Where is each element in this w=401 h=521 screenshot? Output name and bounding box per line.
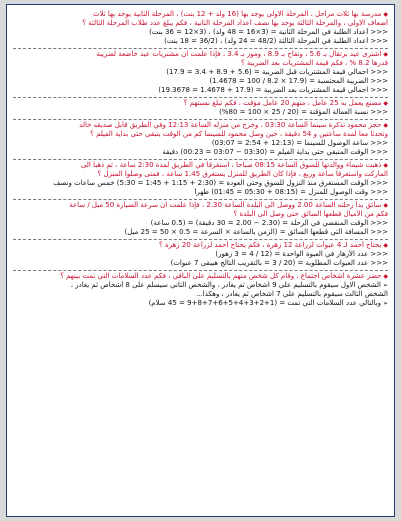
question-line: ◆ مدرسة بها ثلاث مراحل ، المرحلة الاولى يوجد بها (16 ولد + 12 بنت) ، المرحلة الثانية يوجد بها ثلاث — [13, 10, 388, 19]
answer-line: الشخص الثالث سيقوم بالتسليم على 7 اشخاص ثم يغادر ، وهكذا... — [196, 290, 388, 298]
answer-line: <<< أعداد الطلبة في المرحلة الثانية = (3×16 = 48 ولد) ، (3×12 = 36 بنت) — [149, 28, 388, 36]
answer-line: <<< اجمالي قيمة المشتريات بعد الضريبة = (17.9 + 1.4678 = 19.3678) — [158, 86, 388, 94]
answer-line: ➢ وبالتالي عدد السلامات التي تمت = (1+2+3+4+5+6+7+8+9 = 45 سلام) — [13, 299, 388, 308]
answer-line: <<< الوقت المستغرق منذ النزول للسوق وحتى العودة = (2:30 + 1:15 + 1:45 = 5:30) خمس ساعات ونصف — [53, 179, 388, 187]
problem-block — [13, 160, 388, 200]
problem-block — [13, 120, 388, 160]
question-line: فكم من الأميال قطعها السائق حتى وصل الى البلدة ؟ — [233, 210, 388, 218]
question-line: قدرها 8.2 % ، فكم قيمة المشتريات بعد الضريبة ؟ — [241, 59, 388, 67]
answer-line: <<< الضريبة المحتسبة = (17.9 × 8.2 / 100 = 1.4678) — [209, 77, 388, 85]
question-line: ◆ يحتاج أحمد لـ 4 عبوات لزراعة 12 زهرة ، فكم يحتاج أحمد لزراعة 20 زهرة ؟ — [13, 241, 388, 250]
question-line: الماركت واستغرقا ساعة وربع ، فإذا كان الطريق للمنزل يستغرق 1.45 ساعة ، فمتى وصلوا المنزل ؟ — [97, 170, 388, 178]
problem-block — [13, 9, 388, 49]
worksheet-page — [6, 4, 395, 517]
problem-block — [13, 200, 388, 240]
question-line: ◆ ذهبت شيماء ووالدتها للسوق الساعة 08:15 صباحا ، استغرقا في الطريق لمدة 2:30 ساعة ، ثم ذهبا الى — [13, 161, 388, 170]
question-line: ◆ حضر عشرة اشخاص اجتماع ، وقام كل شخص منهم بالتسليم على الباقي ، فكم عدد السلامات التي تمت بينهم ؟ — [13, 272, 388, 281]
answer-line: <<< الوقت المتبقي حتى بداية الفيلم = (03:30 − 03:07 = 00:23) دقيقة — [162, 148, 388, 156]
question-line: ◆ مصنع يعمل به 25 عامل ، منهم 20 عامل مؤقت ، فكم تبلغ نسبتهم ؟ — [13, 99, 388, 108]
answer-line: <<< أعداد الطلبة في المرحلة الثالثة (48/2 = 24 ولد) ، (36/2 = 18 بنت) — [164, 37, 388, 45]
answer-line: <<< ساعة الوصول للسينما = (12:13 + 2:54 = 03:07) — [211, 139, 388, 147]
problem-block — [13, 240, 388, 271]
question-line: ◆ سائق بدأ رحلته الساعة 2.00 ووصل الى البلدة الساعة 2.30 ، فإذا علمت ان سرعة السيارة 50 ميل / ساعة — [13, 201, 388, 210]
question-line: أضعاف الاولى ، والمرحلة الثالثة يوجد بها نصف أعداد المرحلة الثانية ، فكم يبلغ عدد طلاب المرحلة الثالثة ؟ — [82, 19, 388, 27]
question-line: ◆ حجز محمود تذكرة سينما الساعة 03:30 ، وخرج من منزله الساعة 12:13 وفي الطريق قابل صديقه خالد — [13, 121, 388, 130]
answer-line: ➢ الشخص الاول سيقوم بالتسليم على 9 اشخاص ثم يغادر ، والشخص الثاني سيسلم على 8 أشخاص ثم يغادر ، — [13, 281, 388, 290]
problem-block — [13, 98, 388, 120]
answer-line: <<< عدد العبوات المطلوبة = (20 / 3 = بالتقريب التالج هيبقى 7 عبوات) — [170, 259, 388, 267]
answer-line: <<< وقت الوصول للمنزل = (08:15 + 05:30 = 01:45) ظهراً — [194, 188, 388, 196]
answer-line: <<< نسبة العمالة المؤقتة = (20 / 25 × 100 = 80%) — [219, 108, 388, 116]
problem-block — [13, 49, 388, 98]
question-line: ◆ اشترى عيد برتقال بـ 5.6 ، وتفاح بـ 8.9 ، وموز بـ 3.4 ، فإذا علمت ان مشتريات عيد خاضعة لضريبة — [13, 50, 388, 59]
answer-line: <<< الوقت المنقضي في الرحلة = (2.30 − 2.00 = 30 دقيقة) = (0.5 ساعة) — [150, 219, 388, 227]
answer-line: <<< المسافة التي قطعها السائق = (الزمن بالساعة × السرعة = 0.5 × 50 = 25 ميل) — [124, 228, 388, 236]
problem-block — [13, 271, 388, 310]
answer-line: <<< عدد الأزهار في العبوة الواحدة = (12 / 4 = 3 زهور) — [215, 250, 388, 258]
answer-line: <<< اجمالي قيمة المشتريات قبل الضريبة = (5.6 + 8.9 + 3.4 = 17.9) — [166, 68, 388, 76]
question-line: وتحدثا معا لمدة ساعتين و 54 دقيقة ، حين وصل محمود للسينما كم من الوقت يتبقى حتى بداية الفيلم ؟ — [90, 130, 388, 138]
